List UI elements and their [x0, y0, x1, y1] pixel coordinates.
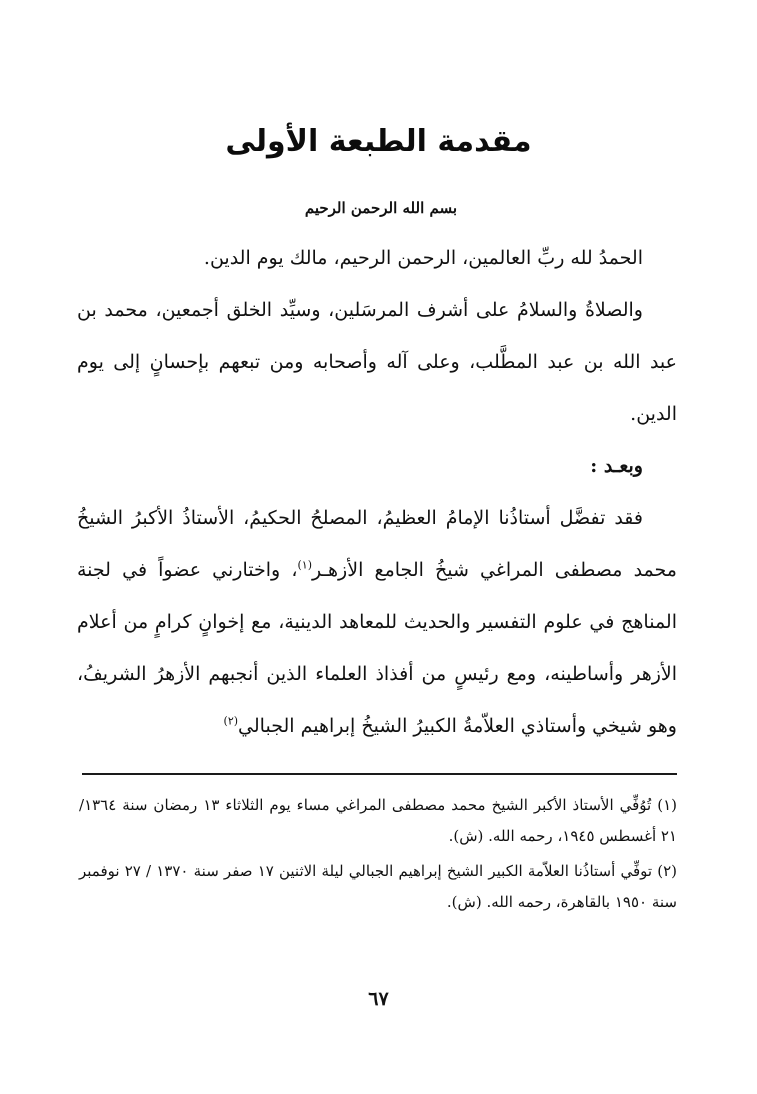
page-title: مقدمة الطبعة الأولى [225, 124, 532, 159]
page-number: ٦٧ [368, 988, 389, 1010]
footnote-2: (٢) توفِّي أستاذُنا العلاّمة الكبير الشيخ إبراهيم الجبالي ليلة الاثنين ١٧ صفر سنة ١٣٧٠ / ٢٧ نوفمبر سنة ١٩٥٠ بالقاهرة، رحمه الله. (ش). [79, 862, 677, 911]
basmala: بسم الله الرحمن الرحيم [304, 199, 457, 217]
paragraph-salutation: والصلاةُ والسلامُ على أشرف المرسَلين، وسيِّد الخلق أجمعين، محمد بن عبد الله بن عبد المطَّلب، وعلى آله وأصحابه ومن تبعهم بإحسانٍ إلى يوم الدين. [77, 299, 677, 425]
section-heading: وبعـد : [590, 455, 643, 477]
paragraph-main-part1: فقد تفضَّل أستاذُنا الإمامُ العظيمُ، المصلحُ الحكيمُ، الأستاذُ الأكبرُ الشيخُ محمد مصطفى المراغي شيخُ الجامع الأزهـر [77, 507, 677, 581]
footnote-ref-2[interactable]: (٢) [223, 714, 239, 728]
paragraph-main-part2: ، واختارني عضواً في لجنة المناهج في علوم التفسير والحديث للمعاهد الدينية، مع إخوانٍ كرامٍ من أعلام الأزهر وأساطينه، ومع رئيسٍ من أفذاذ العلماء الذين أنجبهم الأزهرُ الشريفُ، وهو شيخي وأستاذي العلاّمةُ الكبيرُ الشيخُ إبراهيم الجبالي [77, 559, 677, 737]
main-text [77, 232, 677, 752]
footnotes [79, 790, 677, 922]
footnote-1: (١) تُوُفِّي الأستاذ الأكبر الشيخ محمد مصطفى المراغي مساء يوم الثلاثاء ١٣ رمضان سنة ١٣٦٤/ ٢١ أغسطس ١٩٤٥، رحمه الله. (ش). [79, 796, 677, 845]
footnote-ref-1[interactable]: (١) [297, 558, 312, 572]
paragraph-main [77, 492, 677, 752]
paragraph-praise: الحمدُ لله ربِّ العالمين، الرحمن الرحيم، مالك يوم الدين. [203, 247, 643, 269]
footnote-divider [82, 773, 677, 775]
